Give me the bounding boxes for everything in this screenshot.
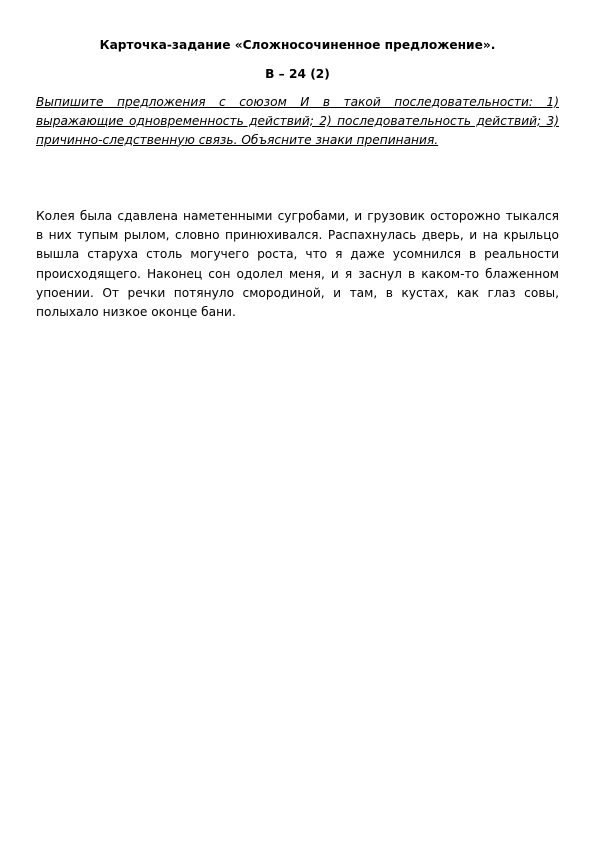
task-instruction: Выпишите предложения с союзом И в такой последовательности: 1) выражающие одновременность действий; 2) последовательность действий; 3) причинно-следственную связь. Объясните знаки препинания. [36,95,559,147]
exercise-text: Колея была сдавлена наметенными сугробами, и грузовик осторожно тыкался в них тупым рылом, словно принюхивался. Распахнулась дверь, и на крыльцо вышла старуха столь могучего роста, что я даже усомнился в реальности происходящего. Наконец сон одолел меня, и я заснул в каком-то блаженном упоении. От речки потянуло смородиной, и там, в кустах, как глаз совы, полыхало низкое оконце бани. [36,209,559,320]
variant-label: В – 24 (2) [265,67,330,81]
document-title: Карточка-задание «Сложносочиненное предложение». [99,38,496,52]
